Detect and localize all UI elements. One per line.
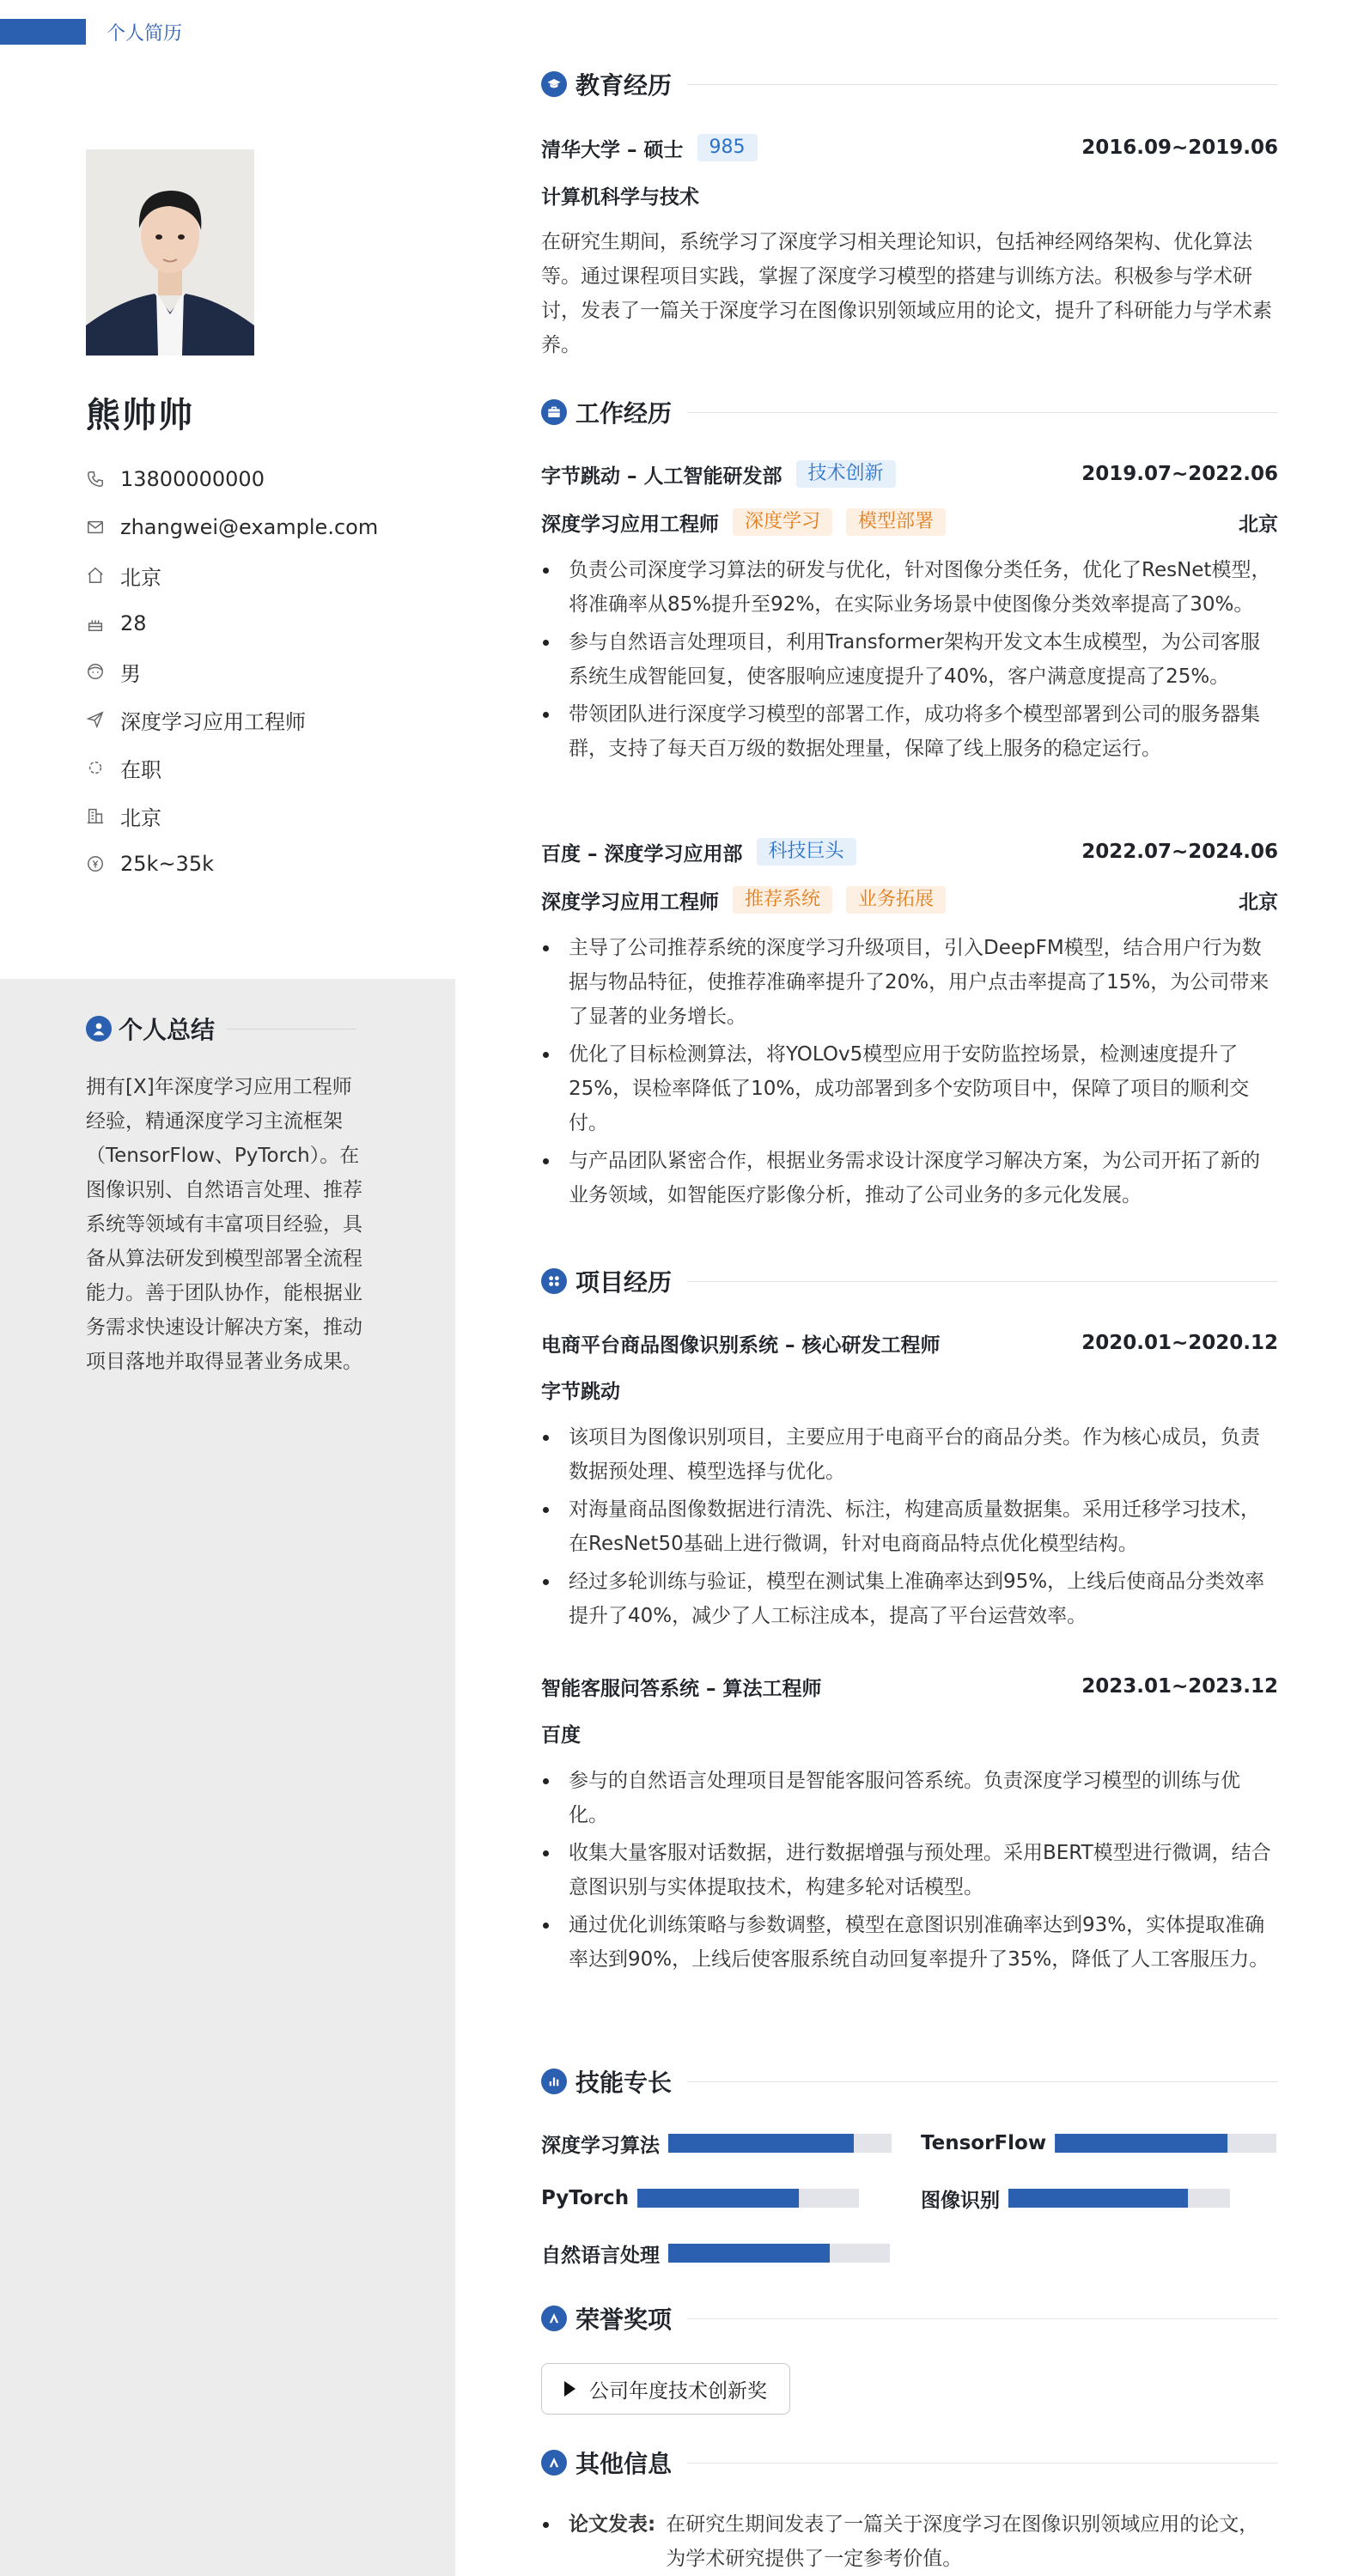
email-icon	[86, 518, 105, 537]
list-item: 该项目为图像识别项目，主要应用于电商平台的商品分类。作为核心成员，负责数据预处理、模型选择与优化。	[541, 1420, 1278, 1489]
skill-item	[541, 2181, 859, 2215]
info-salary	[86, 840, 378, 888]
summary-title: 个人总结	[119, 1016, 216, 1044]
grid-icon	[541, 1268, 567, 1294]
project-2-bullets	[541, 1764, 1278, 1980]
project-1-title-row	[541, 1326, 1278, 1360]
job-2-company: 百度 – 深度学习应用部	[541, 842, 743, 866]
info-phone	[86, 455, 378, 503]
project-1-period: 2020.01~2020.12	[1081, 1332, 1278, 1354]
info-location-text: 北京	[120, 565, 161, 590]
skill-bar-track	[637, 2189, 859, 2208]
skill-name: 深度学习算法	[541, 2134, 660, 2157]
education-tag-badge: 985	[697, 134, 758, 161]
bar-chart-icon	[541, 2069, 567, 2094]
projects-title: 项目经历	[575, 1268, 673, 1297]
project-1-org: 字节跳动	[541, 1380, 620, 1403]
job-1-company-row	[541, 457, 1278, 491]
job-1-role-badge: 模型部署	[846, 508, 946, 536]
gender-icon	[86, 662, 105, 681]
contact-info-list	[86, 455, 378, 888]
resume-header-tag	[0, 19, 182, 45]
avatar	[86, 149, 254, 355]
project-2-name: 智能客服问答系统 – 算法工程师	[541, 1677, 822, 1700]
skill-name: PyTorch	[541, 2187, 630, 2209]
skills-section-header	[541, 2064, 1278, 2099]
job-1-company-badge: 技术创新	[796, 460, 896, 488]
job-2-role-row	[541, 883, 1278, 917]
projects-divider	[687, 1281, 1278, 1282]
summary-text: 拥有[X]年深度学习应用工程师经验，精通深度学习主流框架（TensorFlow、PyTorch）。在图像识别、自然语言处理、推荐系统等领域有丰富项目经验，具备从算法研发到模型部署全流程能力。善于团队协作，能根据业务需求快速设计解决方案，推动项目落地并取得显著业务成果。	[86, 1076, 362, 1373]
other-info-value: 在研究生期间发表了一篇关于深度学习在图像识别领域应用的论文，为学术研究提供了一定参考价值。	[666, 2513, 1259, 2570]
job-1-role: 深度学习应用工程师	[541, 513, 719, 536]
home-icon	[86, 566, 105, 585]
info-age	[86, 599, 378, 647]
education-school: 清华大学 – 硕士	[541, 138, 684, 161]
education-divider	[687, 84, 1278, 85]
header-accent-bar	[0, 19, 86, 45]
info-age-text: 28	[120, 611, 147, 635]
info-status-text: 在职	[120, 757, 161, 782]
info-status	[86, 744, 378, 792]
skill-item	[921, 2126, 1276, 2160]
skill-bar-track	[1008, 2189, 1230, 2208]
list-item: 优化了目标检测算法，将YOLOv5模型应用于安防监控场景，检测速度提升了25%，误检率降低了10%，成功部署到多个安防项目中，保障了项目的顺利交付。	[541, 1037, 1278, 1140]
skills-divider	[687, 2081, 1278, 2082]
info-gender-text: 男	[120, 661, 141, 686]
skill-name: TensorFlow	[921, 2132, 1047, 2154]
project-2-period: 2023.01~2023.12	[1081, 1675, 1278, 1698]
skill-bar-fill	[668, 2134, 854, 2153]
project-1-name: 电商平台商品图像识别系统 – 核心研发工程师	[541, 1334, 941, 1357]
job-2-city: 北京	[1239, 890, 1278, 914]
project-2-org-row	[541, 1716, 1278, 1750]
info-city-text: 北京	[120, 805, 161, 830]
honors-divider	[687, 2318, 1278, 2319]
graduation-cap-icon	[541, 71, 567, 97]
other-title: 其他信息	[575, 2450, 673, 2478]
project-1-org-row	[541, 1372, 1278, 1406]
education-title: 教育经历	[575, 71, 673, 100]
other-info-key: 论文发表:	[569, 2513, 656, 2536]
project-2-org: 百度	[541, 1723, 581, 1747]
building-icon	[86, 806, 105, 825]
education-period: 2016.09~2019.06	[1081, 137, 1278, 159]
honors-title: 荣誉奖项	[575, 2306, 673, 2334]
award-label: 公司年度技术创新奖	[589, 2379, 767, 2403]
list-item: 主导了公司推荐系统的深度学习升级项目，引入DeepFM模型，结合用户行为数据与物品特征，使推荐准确率提升了20%，用户点击率提高了15%，为公司带来了显著的业务增长。	[541, 931, 1278, 1034]
other-info-list	[541, 2507, 1278, 2576]
skill-item	[921, 2181, 1230, 2215]
award-badge	[541, 2363, 790, 2415]
info-icon	[541, 2450, 567, 2476]
skill-bar-track	[1055, 2134, 1276, 2153]
list-item: 负责公司深度学习算法的研发与优化，针对图像分类任务，优化了ResNet模型，将准确率从85%提升至92%，在实际业务场景中使图像分类效率提高了30%。	[541, 553, 1278, 622]
status-icon	[86, 758, 105, 777]
job-2-role: 深度学习应用工程师	[541, 890, 719, 914]
skill-bar-fill	[1008, 2189, 1188, 2208]
skills-title: 技能专长	[575, 2069, 673, 2097]
info-phone-text: 13800000000	[120, 467, 265, 491]
job-1-period: 2019.07~2022.06	[1081, 463, 1278, 485]
list-item: 收集大量客服对话数据，进行数据增强与预处理。采用BERT模型进行微调，结合意图识别与实体提取技术，构建多轮对话模型。	[541, 1836, 1278, 1905]
projects-section-header	[541, 1264, 1278, 1298]
play-icon	[564, 2381, 575, 2397]
job-2-period: 2022.07~2024.06	[1081, 841, 1278, 863]
info-position	[86, 696, 378, 744]
user-icon	[86, 1016, 112, 1042]
info-position-text: 深度学习应用工程师	[120, 709, 306, 734]
cake-icon	[86, 614, 105, 633]
skill-item	[541, 2236, 890, 2270]
list-item: 参与的自然语言处理项目是智能客服问答系统。负责深度学习模型的训练与优化。	[541, 1764, 1278, 1832]
avatar-portrait-image	[86, 149, 254, 355]
phone-icon	[86, 470, 105, 489]
list-item: 经过多轮训练与验证，模型在测试集上准确率达到95%，上线后使商品分类效率提升了40%，减少了人工标注成本，提高了平台运营效率。	[541, 1564, 1278, 1633]
job-2-role-badge: 推荐系统	[733, 886, 832, 914]
education-description: 在研究生期间，系统学习了深度学习相关理论知识，包括神经网络架构、优化算法等。通过课程项目实践，掌握了深度学习模型的搭建与训练方法。积极参与学术研讨，发表了一篇关于深度学习在图像识别领域应用的论文，提升了科研能力与学术素养。	[541, 231, 1272, 356]
job-1-city: 北京	[1239, 513, 1278, 536]
info-city	[86, 792, 378, 840]
job-2-role-badge: 业务拓展	[846, 886, 946, 914]
work-section-header	[541, 395, 1278, 429]
project-1-bullets	[541, 1420, 1278, 1637]
work-title: 工作经历	[575, 399, 673, 428]
info-salary-text: 25k~35k	[120, 852, 214, 876]
info-email-text: zhangwei@example.com	[120, 515, 379, 539]
summary-section-header	[86, 1012, 356, 1046]
education-major: 计算机科学与技术	[541, 185, 699, 209]
summary-divider	[227, 1029, 356, 1030]
education-section-header	[541, 67, 1278, 101]
skill-bar-fill	[668, 2244, 830, 2263]
job-2-company-row	[541, 835, 1278, 869]
list-item: 与产品团队紧密合作，根据业务需求设计深度学习解决方案，为公司开拓了新的业务领域，如智能医疗影像分析，推动了公司业务的多元化发展。	[541, 1144, 1278, 1212]
salary-icon	[86, 854, 105, 873]
job-1-company: 字节跳动 – 人工智能研发部	[541, 465, 782, 488]
skill-bar-track	[668, 2244, 890, 2263]
skill-bar-fill	[1055, 2134, 1227, 2153]
job-1-role-badge: 深度学习	[733, 508, 832, 536]
award-icon	[541, 2306, 567, 2331]
job-1-role-row	[541, 505, 1278, 539]
list-item: 对海量商品图像数据进行清洗、标注，构建高质量数据集。采用迁移学习技术，在ResNet50基础上进行微调，针对电商商品特点优化模型结构。	[541, 1492, 1278, 1561]
info-location	[86, 551, 378, 599]
briefcase-icon	[541, 399, 567, 425]
skill-name: 自然语言处理	[541, 2244, 660, 2267]
list-item: 带领团队进行深度学习模型的部署工作，成功将多个模型部署到公司的服务器集群，支持了每天百万级的数据处理量，保障了线上服务的稳定运行。	[541, 697, 1278, 766]
project-2-title-row	[541, 1669, 1278, 1704]
header-tag-label: 个人简历	[107, 22, 183, 45]
honors-section-header	[541, 2301, 1278, 2336]
job-2-bullets	[541, 931, 1278, 1216]
skill-name: 图像识别	[921, 2189, 1000, 2212]
education-major-row	[541, 178, 1278, 212]
send-icon	[86, 710, 105, 729]
list-item	[541, 2507, 1278, 2576]
skill-bar-track	[668, 2134, 892, 2153]
list-item: 通过优化训练策略与参数调整，模型在意图识别准确率达到93%，实体提取准确率达到90%，上线后使客服系统自动回复率提升了35%，降低了人工客服压力。	[541, 1908, 1278, 1977]
info-email	[86, 503, 378, 551]
candidate-name: 熊帅帅	[86, 396, 194, 435]
list-item: 参与自然语言处理项目，利用Transformer架构开发文本生成模型，为公司客服系统生成智能回复，使客服响应速度提升了40%，客户满意度提高了25%。	[541, 625, 1278, 694]
other-divider	[687, 2463, 1278, 2464]
skill-item	[541, 2126, 892, 2160]
job-1-bullets	[541, 553, 1278, 769]
job-2-company-badge: 科技巨头	[757, 838, 856, 866]
education-school-row	[541, 131, 1278, 165]
skill-bar-fill	[637, 2189, 799, 2208]
work-divider	[687, 412, 1278, 413]
other-section-header	[541, 2445, 1278, 2480]
info-gender	[86, 647, 378, 696]
